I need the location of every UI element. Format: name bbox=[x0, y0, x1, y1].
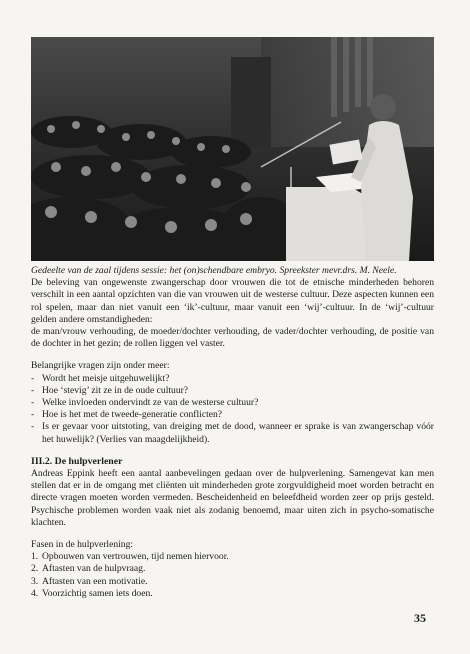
page-number: 35 bbox=[414, 611, 426, 625]
photo-caption: Gedeelte van de zaal tijdens sessie: het (on)schendbare embryo. Spreekster mevr.drs. M. Neele. bbox=[31, 265, 397, 276]
list-item: 1. Opbouwen van vertrouwen, tijd nemen hiervoor. bbox=[31, 551, 229, 563]
list-item: - Is er gevaar voor uitstoting, van dreiging met de dood, wanneer er sprake is van zwangerschap vóór het huwelijk? (Verlies van maagdelijkheid). bbox=[31, 421, 434, 445]
section-paragraph: Andreas Eppink heeft een aantal aanbevelingen gedaan over de hulpverlening. Samengevat kan men stellen dat er in de omgang met cliënten uit minderheden grote zorgvuldigheid moet worden betracht en directe vragen moeten worden vermeden. Bescheidenheid en beleefdheid worden zeer op prijs gesteld. Psychische problemen worden vaak niet als zodanig benoemd, maar uiten zich in psycho-somatische klachten. bbox=[31, 468, 434, 528]
intro-paragraph: De beleving van ongewenste zwangerschap door vrouwen die tot de etnische minderheden behoren verschilt in een aantal opzichten van die van vrouwen uit de westerse cultuur. Deze aspecten kunnen een rol spelen, maar dan niet vanuit een ‘ik’-cultuur, maar vanuit een ‘wij’-cultuur. In de ‘wij’-cultuur gelden andere omstandigheden: bbox=[31, 277, 434, 325]
list-item: - Welke invloeden ondervindt ze van de westerse cultuur? bbox=[31, 397, 259, 409]
conference-photo bbox=[31, 37, 434, 261]
questions-list bbox=[31, 373, 434, 446]
list-item: 3. Aftasten van een motivatie. bbox=[31, 575, 148, 587]
section-heading: III.2. De hulpverlener bbox=[31, 455, 123, 467]
questions-lead: Belangrijke vragen zijn onder meer: bbox=[31, 360, 170, 372]
list-item: - Wordt het meisje uitgehuwelijkt? bbox=[31, 372, 170, 384]
page-content bbox=[31, 37, 434, 600]
phases-lead: Fasen in de hulpverlening: bbox=[31, 539, 134, 551]
phases-list bbox=[31, 551, 434, 600]
list-item: 2. Aftasten van de hulpvraag. bbox=[31, 563, 146, 575]
intro-detail: de man/vrouw verhouding, de moeder/dochter verhouding, de vader/dochter verhouding, de positie van de dochter in het gezin; de rollen liggen vel vaster. bbox=[31, 326, 434, 350]
conference-hall-photo bbox=[31, 37, 434, 261]
list-item: - Hoe is het met de tweede-generatie conflicten? bbox=[31, 409, 223, 421]
list-item: - Hoe ‘stevig’ zit ze in de oude cultuur? bbox=[31, 384, 189, 396]
list-item: 4. Voorzichtig samen iets doen. bbox=[31, 587, 153, 599]
